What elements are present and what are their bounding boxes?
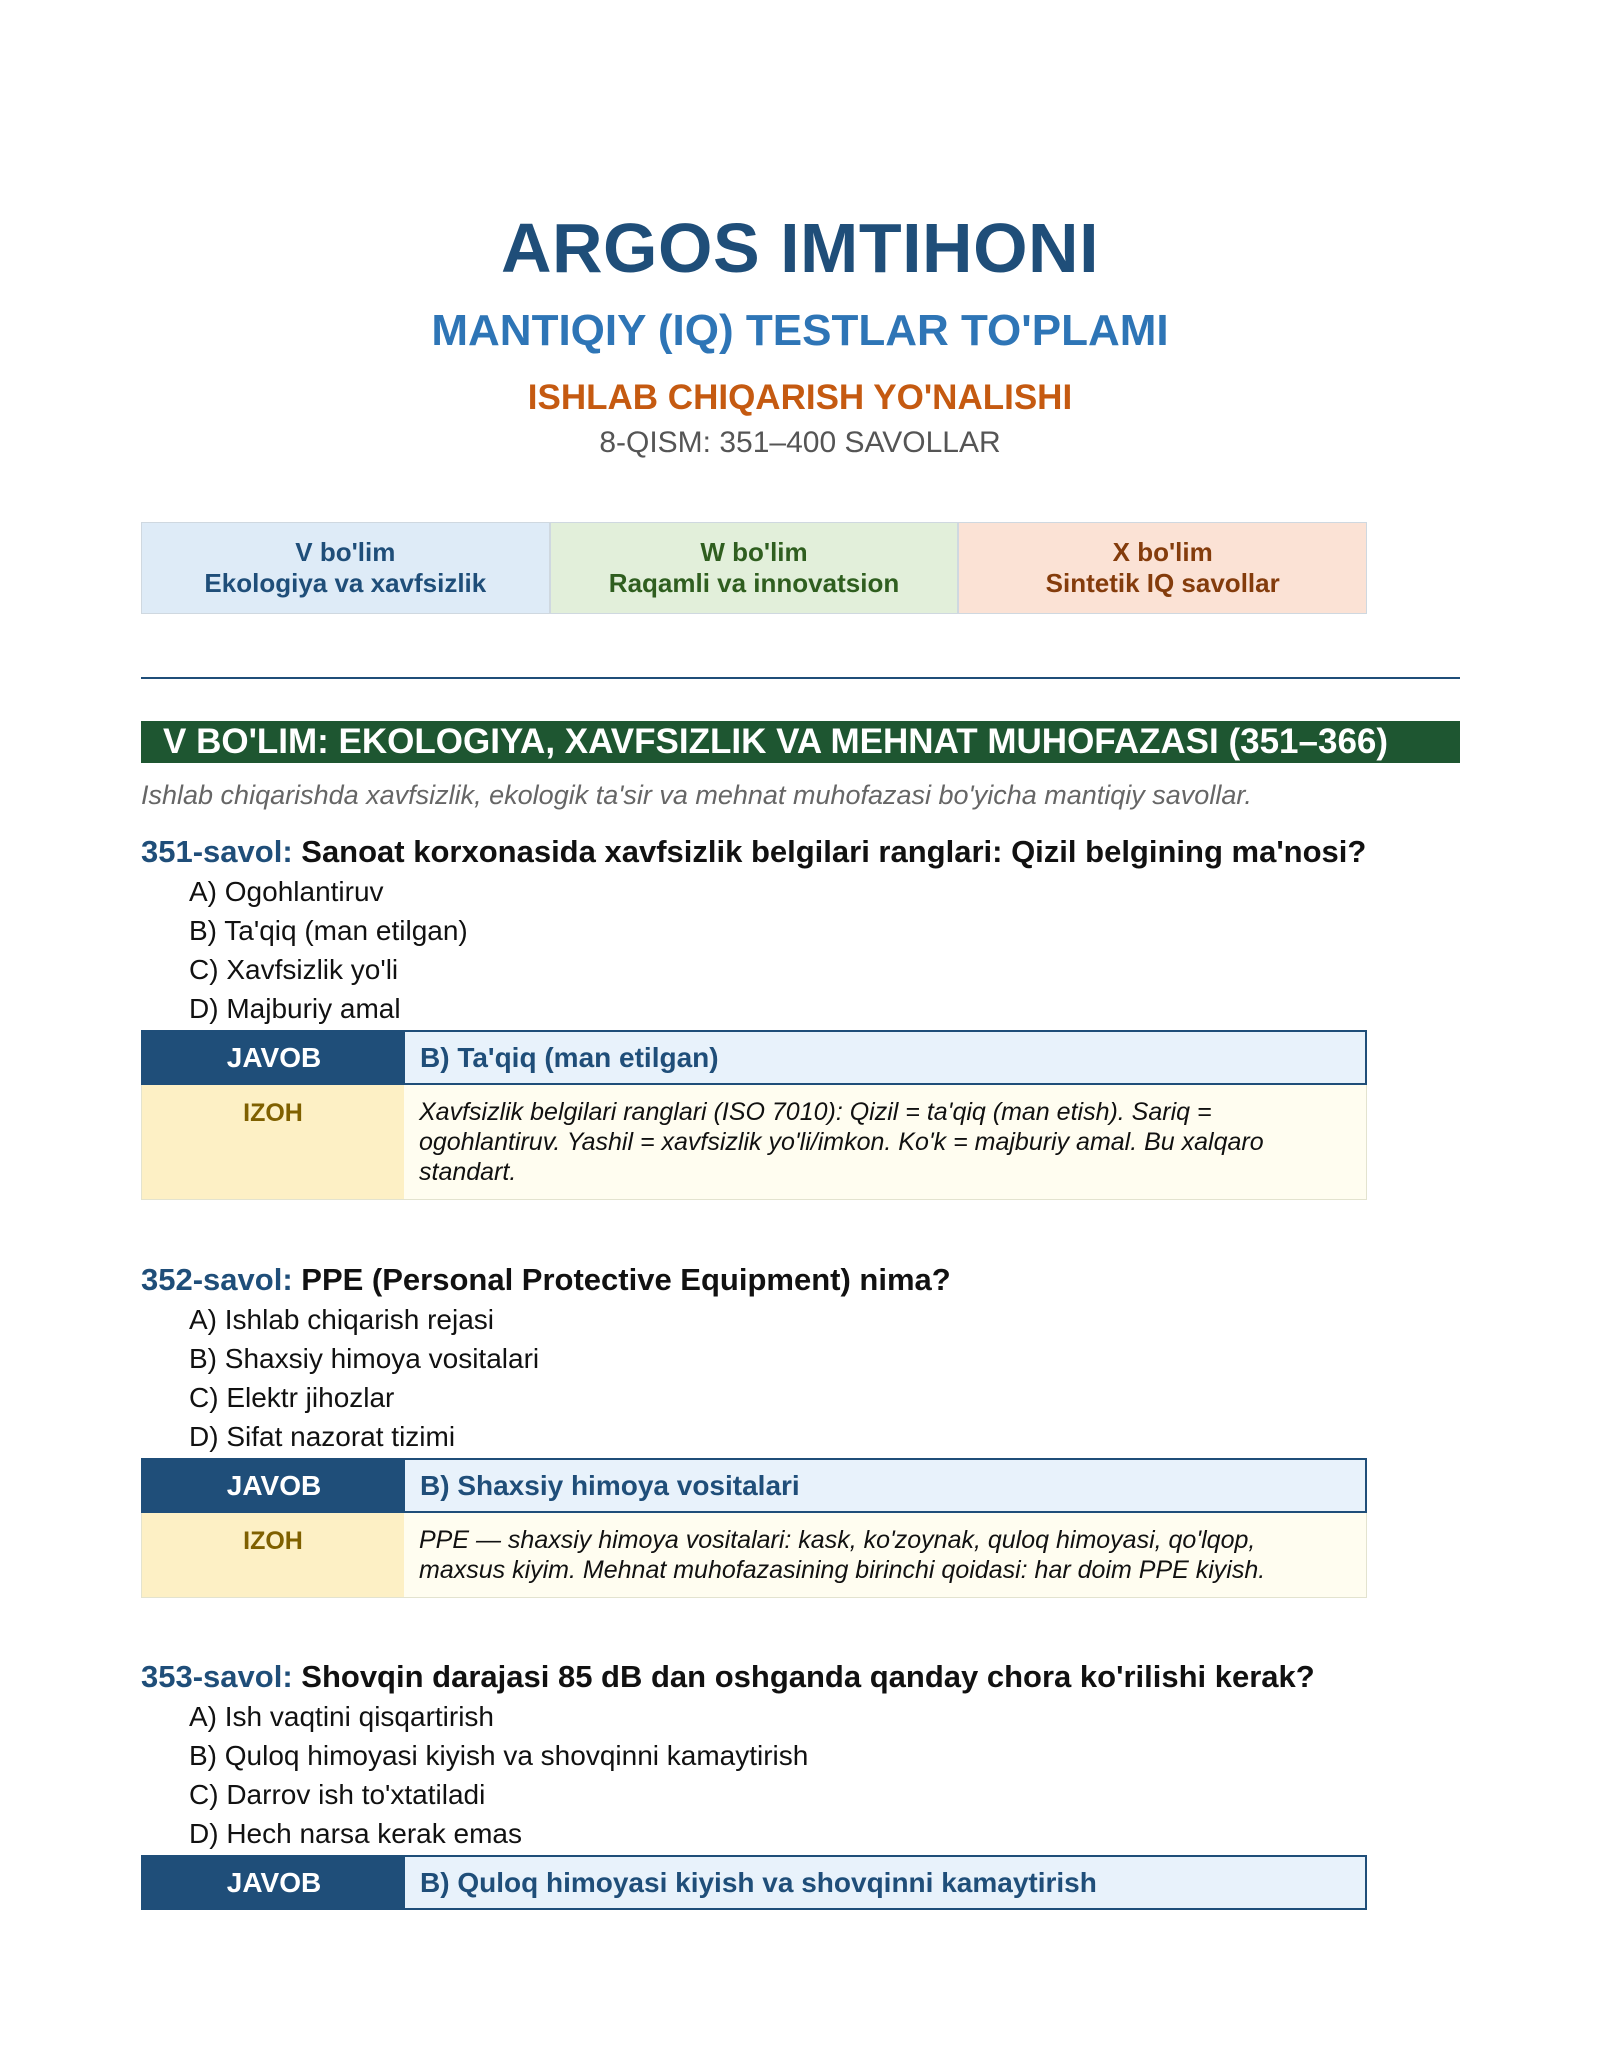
question-number: 352-savol:: [141, 1262, 293, 1297]
option-d: D) Majburiy amal: [189, 993, 401, 1024]
section-description: Ishlab chiqarishda xavfsizlik, ekologik ta'sir va mehnat muhofazasi bo'yicha mantiqiy savollar.: [141, 780, 1252, 810]
explanation-text: Xavfsizlik belgilari ranglari (ISO 7010): Qizil = ta'qiq (man etish). Sariq = ogohlantiruv. Yashil = xavfsizlik yo'li/imkon. Ko'k = majburiy amal. Bu xalqaro standart.: [404, 1085, 1366, 1199]
question-text: Sanoat korxonasida xavfsizlik belgilari ranglari: Qizil belgining ma'nosi?: [301, 834, 1367, 869]
question-line: [141, 1260, 1460, 1300]
option-a: A) Ishlab chiqarish rejasi: [189, 1304, 495, 1335]
explanation-text: PPE — shaxsiy himoya vositalari: kask, ko'zoynak, quloq himoyasi, qo'lqop, maxsus kiyim. Mehnat muhofazasining birinchi qoidasi: har doim PPE kiyish.: [404, 1513, 1366, 1597]
explanation-row: [141, 1085, 1367, 1200]
section-name: V bo'lim: [295, 537, 396, 567]
sections-table: [141, 522, 1367, 614]
direction-heading: ISHLAB CHIQARISH YO'NALISHI: [527, 378, 1073, 417]
answer-label: JAVOB: [143, 1857, 405, 1908]
answer-value: B) Quloq himoyasi kiyish va shovqinni kamaytirish: [405, 1857, 1365, 1908]
section-desc: Raqamli va innovatsion: [608, 568, 900, 598]
answer-row: [141, 1458, 1367, 1513]
question-block: [141, 1260, 1460, 1598]
document-subtitle: MANTIQIY (IQ) TESTLAR TO'PLAMI: [431, 306, 1169, 355]
answer-value: B) Shaxsiy himoya vositalari: [405, 1460, 1365, 1511]
explanation-label: IZOH: [142, 1085, 404, 1199]
section-banner: V BO'LIM: EKOLOGIYA, XAVFSIZLIK VA MEHNAT MUHOFAZASI (351–366): [141, 721, 1460, 763]
answer-label: JAVOB: [143, 1032, 405, 1083]
answer-value: B) Ta'qiq (man etilgan): [405, 1032, 1365, 1083]
question-text: PPE (Personal Protective Equipment) nima?: [301, 1262, 951, 1297]
section-cell-v: [141, 522, 550, 614]
question-number: 353-savol:: [141, 1659, 293, 1694]
option-c: C) Elektr jihozlar: [189, 1382, 395, 1413]
explanation-row: [141, 1513, 1367, 1598]
answer-row: [141, 1855, 1367, 1910]
divider-line: [141, 677, 1460, 679]
question-line: [141, 1657, 1460, 1697]
question-text: Shovqin darajasi 85 dB dan oshganda qanday chora ko'rilishi kerak?: [301, 1659, 1315, 1694]
question-block: [141, 832, 1460, 1200]
explanation-label: IZOH: [142, 1513, 404, 1597]
question-number: 351-savol:: [141, 834, 293, 869]
option-d: D) Sifat nazorat tizimi: [189, 1421, 456, 1452]
answer-label: JAVOB: [143, 1460, 405, 1511]
option-b: B) Shaxsiy himoya vositalari: [189, 1343, 540, 1374]
question-block: [141, 1657, 1460, 1910]
options-list: [141, 1697, 1460, 1853]
option-a: A) Ogohlantiruv: [189, 876, 384, 907]
section-name: W bo'lim: [700, 537, 808, 567]
section-name: X bo'lim: [1112, 537, 1213, 567]
options-list: [141, 1300, 1460, 1456]
section-desc: Ekologiya va xavfsizlik: [204, 568, 487, 598]
option-b: B) Ta'qiq (man etilgan): [189, 915, 468, 946]
option-c: C) Xavfsizlik yo'li: [189, 954, 399, 985]
section-cell-w: [550, 522, 959, 614]
question-line: [141, 832, 1460, 872]
option-d: D) Hech narsa kerak emas: [189, 1818, 523, 1849]
document-title: ARGOS IMTIHONI: [500, 209, 1100, 287]
answer-row: [141, 1030, 1367, 1085]
options-list: [141, 872, 1460, 1028]
option-c: C) Darrov ish to'xtatiladi: [189, 1779, 486, 1810]
part-label: 8-QISM: 351–400 SAVOLLAR: [599, 426, 1001, 459]
option-b: B) Quloq himoyasi kiyish va shovqinni kamaytirish: [189, 1740, 809, 1771]
section-desc: Sintetik IQ savollar: [1045, 568, 1280, 598]
section-cell-x: [958, 522, 1367, 614]
option-a: A) Ish vaqtini qisqartirish: [189, 1701, 495, 1732]
